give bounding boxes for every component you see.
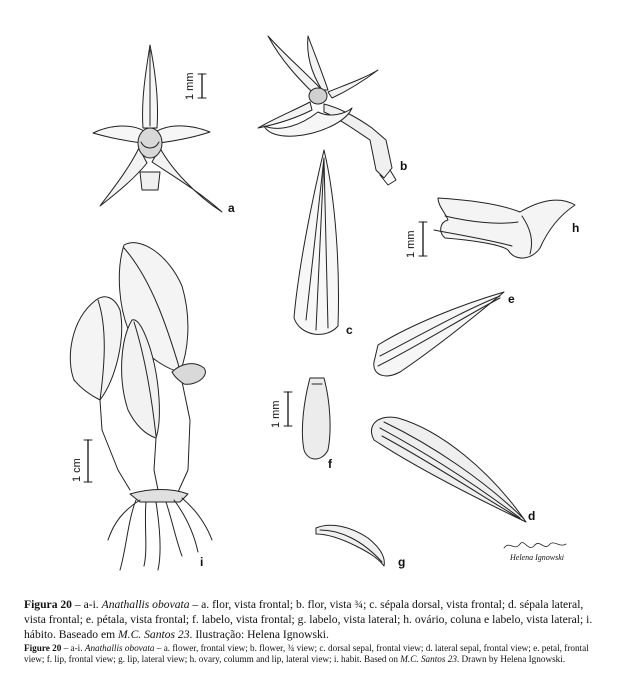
caption-english <box>24 643 596 666</box>
figure-e-petal <box>374 292 504 376</box>
label-c: c <box>346 323 353 337</box>
label-f: f <box>328 457 332 471</box>
scale-text-cf: 1 mm <box>270 400 282 428</box>
caption-pt-figure-number: Figura 20 <box>24 598 72 611</box>
figure-g-lip-lateral <box>316 525 384 566</box>
figure-i-habit <box>70 243 212 570</box>
figure-c-dorsal-sepal <box>294 150 338 334</box>
label-b: b <box>400 159 408 173</box>
caption-en-collector: M.C. Santos 23 <box>400 654 457 665</box>
scale-text-gh: 1 mm <box>405 230 417 258</box>
figure-a-flower-frontal <box>93 45 222 212</box>
caption-en-text: . Drawn by Helena Ignowski. <box>456 654 566 665</box>
figure-caption <box>24 597 596 666</box>
caption-pt-text: – a. flor, vista frontal; b. flor, vista ¾; c. sépala dorsal, vista frontal; d. sépala lateral, vista frontal; e. pétala, vista frontal; f. labelo, vista frontal; g. labelo, vista lateral; h. ovário, coluna e labelo, vista lateral; i. hábito. Baseado em <box>24 598 593 641</box>
caption-portuguese <box>24 597 596 642</box>
figure-f-lip-frontal <box>302 378 330 459</box>
label-e: e <box>508 292 515 306</box>
signature-text: Helena Ignowski <box>510 553 564 562</box>
scale-text-ab: 1 mm <box>184 72 196 100</box>
caption-en-species: Anathallis obovata <box>84 643 155 653</box>
caption-pt-species: Anathallis obovata <box>101 598 190 611</box>
label-h: h <box>572 221 580 235</box>
figure-h-ovary-column-lip <box>434 198 575 258</box>
caption-en-figure-number: Figure 20 <box>24 643 62 653</box>
label-a: a <box>228 201 235 215</box>
caption-pt-collector: M.C. Santos 23 <box>118 628 190 641</box>
caption-en-text: – a-i. <box>61 643 85 653</box>
label-g: g <box>398 555 406 569</box>
scale-text-i: 1 cm <box>71 458 83 482</box>
label-d: d <box>528 509 536 523</box>
caption-pt-text: – a-i. <box>71 598 102 611</box>
caption-en-text: – a. flower, frontal view; b. flower, ¾ view; c. dorsal sepal, frontal view; d. lateral sepal, frontal view; e. petal, frontal view; f. lip, frontal view; g. lip, lateral view; h. ovary, columm and lip, lateral view; i. habit. Based on <box>24 643 589 665</box>
figure-d-lateral-sepal <box>371 417 526 522</box>
caption-pt-text: . Ilustração: Helena Ignowski. <box>189 628 329 641</box>
label-i: i <box>200 555 204 569</box>
illustrator-signature <box>504 542 566 548</box>
